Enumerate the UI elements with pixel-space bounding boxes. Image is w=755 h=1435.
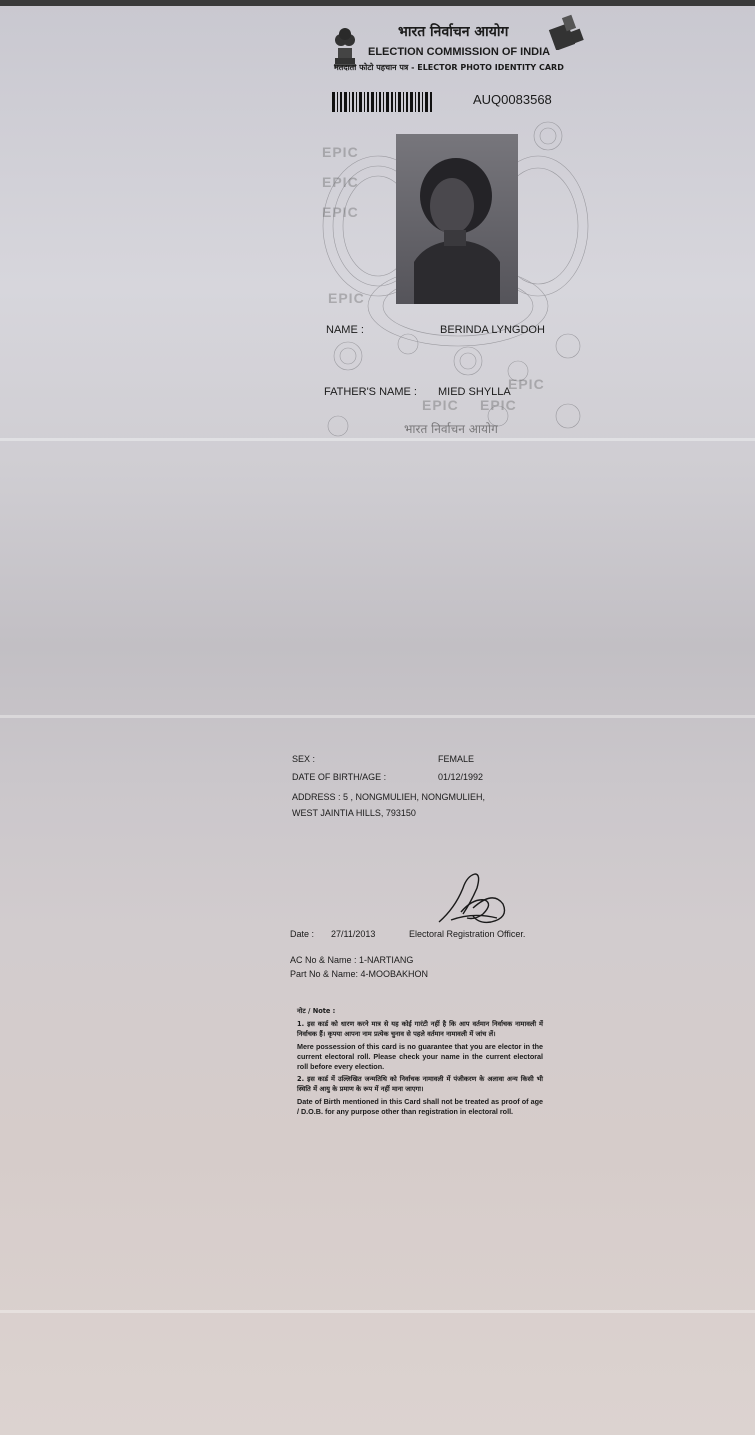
elector-photo-image bbox=[396, 134, 518, 304]
note-heading: नोट / Note : bbox=[297, 1007, 336, 1015]
issue-date-value: 27/11/2013 bbox=[331, 929, 376, 939]
part-no-name: Part No & Name: 4-MOOBAKHON bbox=[290, 969, 429, 979]
address-line-1: ADDRESS : 5 , NONGMULIEH, NONGMULIEH, bbox=[292, 792, 486, 802]
father-name-value: MIED SHYLLA bbox=[438, 386, 511, 398]
signature-icon bbox=[433, 868, 513, 930]
name-label: NAME : bbox=[326, 324, 364, 336]
epic-watermark: EPIC bbox=[322, 204, 359, 220]
voter-card-front bbox=[318, 12, 590, 442]
sex-label: SEX : bbox=[292, 754, 316, 764]
dob-label: DATE OF BIRTH/AGE : bbox=[292, 772, 387, 782]
note-2-english: Date of Birth mentioned in this Card shall not be treated as proof of age / D.O.B. for any purpose other than registration in electoral roll. bbox=[297, 1096, 543, 1116]
note-1-hindi: 1. इस कार्ड को धारण करने मात्र से यह कोई गारंटी नहीं है कि आप वर्तमान निर्वाचक नामावली में निर्वाचक हैं। कृपया आपना नाम प्रत्येक चुनाव से पहले वर्तमान नामावली में जांच लें। bbox=[297, 1019, 543, 1038]
commission-title-hindi: भारत निर्वाचन आयोग bbox=[398, 24, 509, 40]
note-2-hindi: 2. इस कार्ड में उल्लिखित जन्मतिथि को निर्वाचक नामावली में पंजीकरण के अलावा अन्य किसी भी स्थिति में आयु के प्रमाण के रूप में नहीं माना जाएगा। bbox=[297, 1074, 543, 1093]
paper-fold bbox=[0, 715, 755, 718]
top-edge-shadow bbox=[0, 0, 755, 6]
epic-number: AUQ0083568 bbox=[473, 92, 552, 107]
elector-photo bbox=[396, 134, 518, 304]
paper-fold bbox=[0, 1310, 755, 1313]
address-line-2: WEST JAINTIA HILLS, 793150 bbox=[292, 808, 416, 818]
epic-watermark: EPIC bbox=[480, 397, 517, 413]
epic-watermark: EPIC bbox=[328, 290, 365, 306]
dob-value: 01/12/1992 bbox=[438, 772, 484, 782]
note-1-english: Mere possession of this card is no guarantee that you are elector in the current electoral roll. Please check your name in the current electoral roll before every election. bbox=[297, 1041, 543, 1071]
card-title: मतदाता फोटो पहचान पत्र - ELECTOR PHOTO IDENTITY CARD bbox=[334, 63, 564, 72]
commission-title: ELECTION COMMISSION OF INDIA bbox=[368, 46, 551, 58]
epic-watermark: EPIC bbox=[322, 174, 359, 190]
ballot-box-icon bbox=[546, 14, 586, 50]
ac-no-name: AC No & Name : 1-NARTIANG bbox=[290, 955, 414, 965]
sex-value: FEMALE bbox=[438, 754, 475, 764]
voter-card-back bbox=[285, 750, 555, 1160]
issue-date-label: Date : bbox=[290, 929, 315, 939]
epic-watermark: EPIC bbox=[322, 144, 359, 160]
epic-watermark: EPIC bbox=[422, 397, 459, 413]
father-name-label: FATHER'S NAME : bbox=[324, 386, 417, 398]
barcode-icon bbox=[332, 92, 432, 112]
commission-footer-hindi: भारत निर्वाचन आयोग bbox=[404, 422, 498, 436]
note-block bbox=[297, 1006, 543, 1119]
epic-watermark: EPIC bbox=[508, 376, 545, 392]
name-value: BERINDA LYNGDOH bbox=[440, 324, 545, 336]
officer-label: Electoral Registration Officer. bbox=[409, 929, 526, 939]
